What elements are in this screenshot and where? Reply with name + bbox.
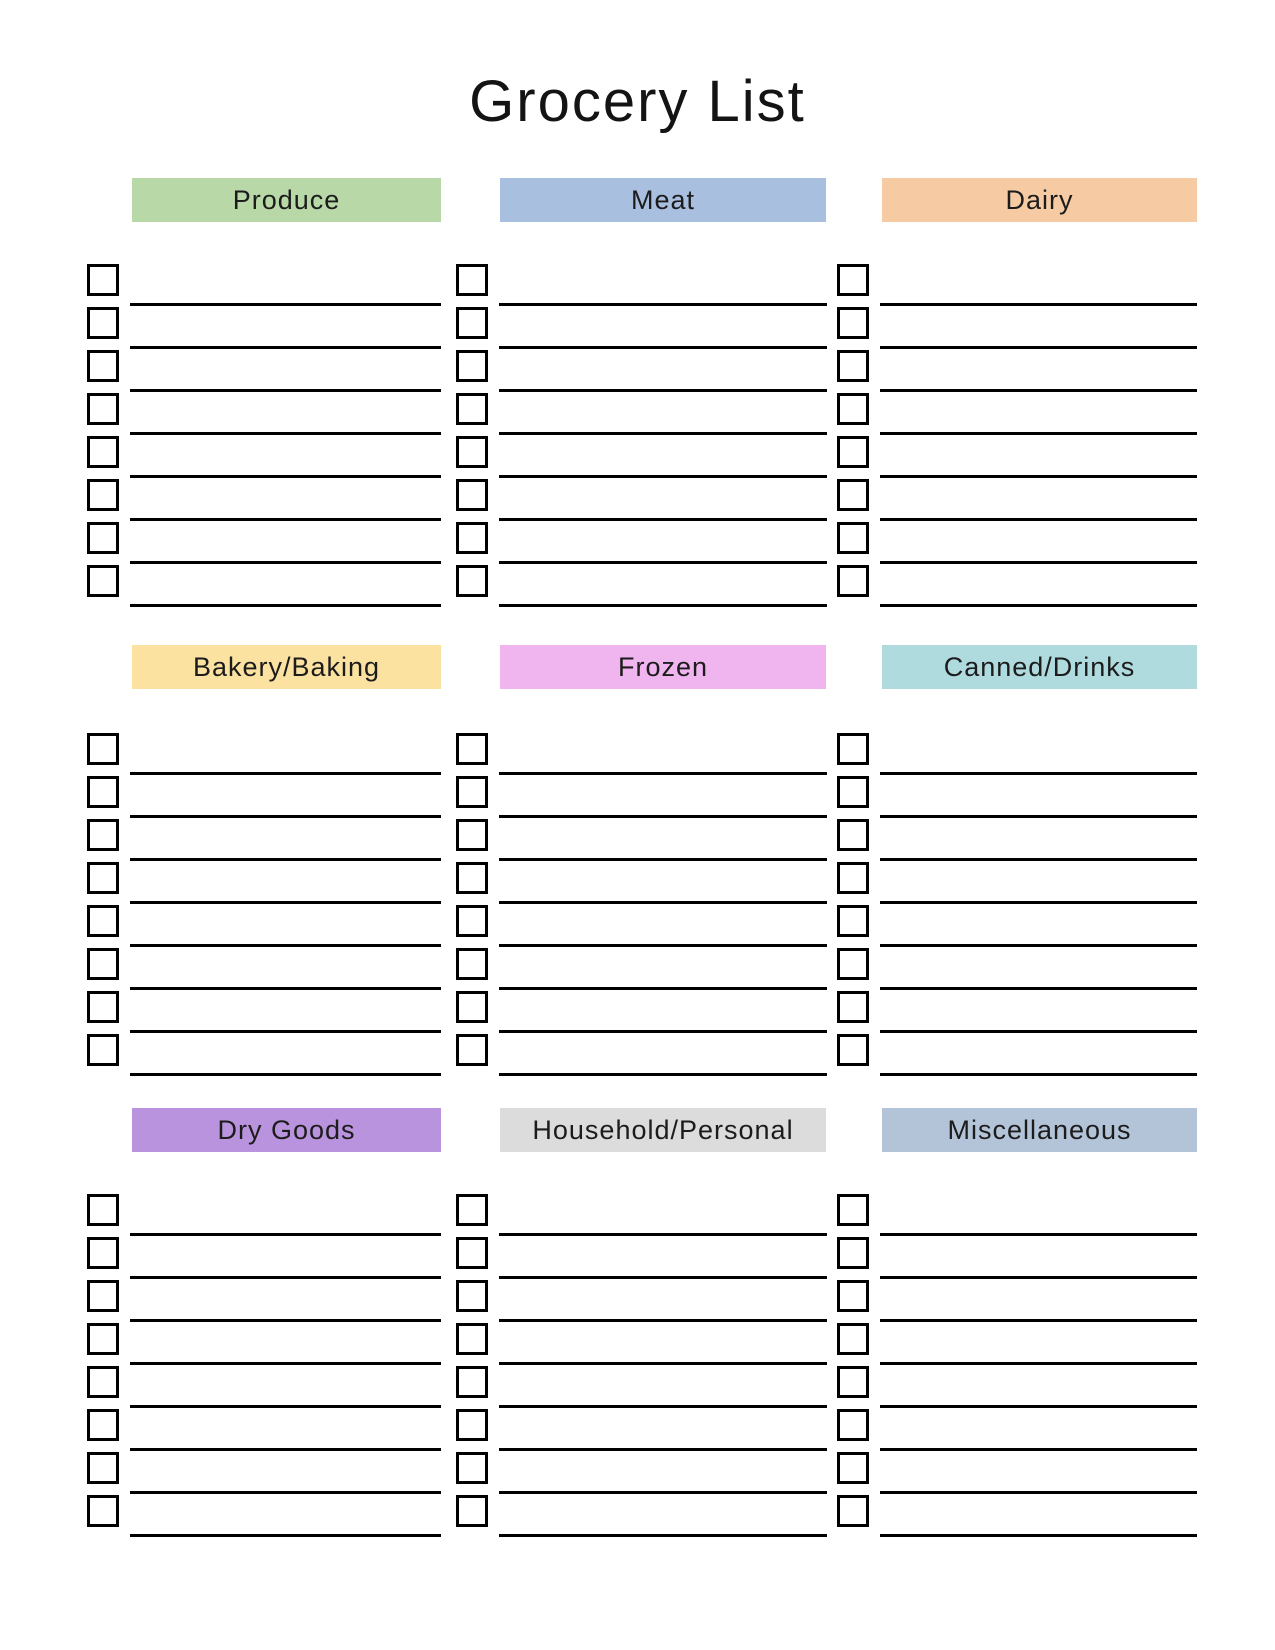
item-write-line[interactable] <box>880 815 1197 818</box>
item-write-line[interactable] <box>880 1319 1197 1322</box>
grocery-item-row <box>456 991 827 1034</box>
grocery-item-row <box>87 1237 441 1280</box>
grocery-item-row <box>837 393 1197 436</box>
grocery-item-row <box>837 479 1197 522</box>
dry-goods-items-column <box>87 1194 441 1538</box>
item-write-line[interactable] <box>499 389 827 392</box>
grocery-item-row <box>87 948 441 991</box>
item-write-line[interactable] <box>880 901 1197 904</box>
grocery-item-row <box>837 905 1197 948</box>
grocery-item-row <box>87 862 441 905</box>
grocery-item-row <box>456 479 827 522</box>
item-checkbox[interactable] <box>87 1495 119 1527</box>
item-checkbox[interactable] <box>456 862 488 894</box>
item-write-line[interactable] <box>880 518 1197 521</box>
grocery-item-row <box>87 905 441 948</box>
grocery-item-row <box>456 350 827 393</box>
item-write-line[interactable] <box>880 1534 1197 1537</box>
item-checkbox[interactable] <box>837 1280 869 1312</box>
item-checkbox[interactable] <box>87 436 119 468</box>
item-checkbox[interactable] <box>837 776 869 808</box>
grocery-item-row <box>87 479 441 522</box>
item-checkbox[interactable] <box>837 819 869 851</box>
miscellaneous-items-column <box>837 1194 1197 1538</box>
item-write-line[interactable] <box>130 901 441 904</box>
grocery-item-row <box>456 1194 827 1237</box>
item-write-line[interactable] <box>499 944 827 947</box>
grocery-item-row <box>87 1409 441 1452</box>
item-checkbox[interactable] <box>87 1323 119 1355</box>
item-checkbox[interactable] <box>456 905 488 937</box>
item-checkbox[interactable] <box>837 264 869 296</box>
item-write-line[interactable] <box>130 1073 441 1076</box>
item-write-line[interactable] <box>499 475 827 478</box>
category-header-canned-drinks: Canned/Drinks <box>882 645 1197 689</box>
item-checkbox[interactable] <box>87 1237 119 1269</box>
item-checkbox[interactable] <box>87 264 119 296</box>
item-checkbox[interactable] <box>456 991 488 1023</box>
item-checkbox[interactable] <box>456 1452 488 1484</box>
grocery-item-row <box>456 1495 827 1538</box>
item-checkbox[interactable] <box>456 307 488 339</box>
item-write-line[interactable] <box>499 1362 827 1365</box>
bakery-baking-items-column <box>87 733 441 1077</box>
item-write-line[interactable] <box>130 944 441 947</box>
item-checkbox[interactable] <box>456 1366 488 1398</box>
meat-items-column <box>456 264 827 608</box>
item-write-line[interactable] <box>499 1534 827 1537</box>
item-checkbox[interactable] <box>837 436 869 468</box>
grocery-item-row <box>456 776 827 819</box>
category-header-produce: Produce <box>132 178 441 222</box>
grocery-item-row <box>837 1409 1197 1452</box>
item-checkbox[interactable] <box>456 1280 488 1312</box>
item-checkbox[interactable] <box>837 565 869 597</box>
grocery-item-row <box>87 350 441 393</box>
grocery-item-row <box>456 1323 827 1366</box>
grocery-item-row <box>456 1237 827 1280</box>
item-write-line[interactable] <box>880 303 1197 306</box>
grocery-item-row <box>837 1034 1197 1077</box>
grocery-item-row <box>456 1034 827 1077</box>
grocery-item-row <box>837 948 1197 991</box>
item-write-line[interactable] <box>130 346 441 349</box>
page-title: Grocery List <box>469 69 806 134</box>
item-checkbox[interactable] <box>456 776 488 808</box>
item-checkbox[interactable] <box>456 1237 488 1269</box>
grocery-item-row <box>456 307 827 350</box>
item-checkbox[interactable] <box>456 264 488 296</box>
category-header-frozen: Frozen <box>500 645 826 689</box>
item-write-line[interactable] <box>499 1405 827 1408</box>
grocery-item-row <box>837 776 1197 819</box>
item-write-line[interactable] <box>130 1448 441 1451</box>
grocery-item-row <box>456 436 827 479</box>
grocery-item-row <box>87 819 441 862</box>
grocery-item-row <box>837 350 1197 393</box>
grocery-item-row <box>837 1452 1197 1495</box>
item-write-line[interactable] <box>880 389 1197 392</box>
item-write-line[interactable] <box>130 987 441 990</box>
grocery-item-row <box>837 1323 1197 1366</box>
item-write-line[interactable] <box>499 1233 827 1236</box>
grocery-item-row <box>456 862 827 905</box>
item-checkbox[interactable] <box>837 1237 869 1269</box>
item-write-line[interactable] <box>130 1362 441 1365</box>
item-checkbox[interactable] <box>87 862 119 894</box>
item-checkbox[interactable] <box>87 1280 119 1312</box>
item-checkbox[interactable] <box>837 862 869 894</box>
grocery-item-row <box>837 1194 1197 1237</box>
grocery-item-row <box>87 307 441 350</box>
item-write-line[interactable] <box>499 1276 827 1279</box>
item-write-line[interactable] <box>130 432 441 435</box>
item-write-line[interactable] <box>499 858 827 861</box>
item-checkbox[interactable] <box>837 1452 869 1484</box>
item-checkbox[interactable] <box>456 350 488 382</box>
item-checkbox[interactable] <box>837 1034 869 1066</box>
item-write-line[interactable] <box>499 518 827 521</box>
item-write-line[interactable] <box>880 772 1197 775</box>
grocery-item-row <box>456 733 827 776</box>
item-checkbox[interactable] <box>837 991 869 1023</box>
grocery-item-row <box>87 1452 441 1495</box>
canned-drinks-items-column <box>837 733 1197 1077</box>
grocery-item-row <box>87 776 441 819</box>
item-write-line[interactable] <box>880 1276 1197 1279</box>
item-checkbox[interactable] <box>837 733 869 765</box>
item-write-line[interactable] <box>880 561 1197 564</box>
category-header-miscellaneous: Miscellaneous <box>882 1108 1197 1152</box>
grocery-item-row <box>837 264 1197 307</box>
grocery-item-row <box>837 862 1197 905</box>
grocery-item-row <box>837 819 1197 862</box>
item-checkbox[interactable] <box>87 307 119 339</box>
grocery-item-row <box>87 991 441 1034</box>
item-write-line[interactable] <box>499 561 827 564</box>
item-write-line[interactable] <box>499 772 827 775</box>
grocery-item-row <box>837 522 1197 565</box>
item-checkbox[interactable] <box>837 905 869 937</box>
item-write-line[interactable] <box>130 1319 441 1322</box>
item-checkbox[interactable] <box>456 393 488 425</box>
item-checkbox[interactable] <box>456 1194 488 1226</box>
grocery-item-row <box>837 565 1197 608</box>
item-checkbox[interactable] <box>837 1194 869 1226</box>
grocery-item-row <box>87 522 441 565</box>
item-checkbox[interactable] <box>837 350 869 382</box>
item-checkbox[interactable] <box>87 1409 119 1441</box>
item-checkbox[interactable] <box>456 565 488 597</box>
grocery-item-row <box>837 1237 1197 1280</box>
item-checkbox[interactable] <box>456 522 488 554</box>
item-checkbox[interactable] <box>456 733 488 765</box>
item-write-line[interactable] <box>130 303 441 306</box>
item-write-line[interactable] <box>880 987 1197 990</box>
item-write-line[interactable] <box>130 1233 441 1236</box>
item-checkbox[interactable] <box>456 436 488 468</box>
item-write-line[interactable] <box>130 475 441 478</box>
item-checkbox[interactable] <box>87 1452 119 1484</box>
grocery-item-row <box>456 565 827 608</box>
item-write-line[interactable] <box>499 346 827 349</box>
item-write-line[interactable] <box>880 475 1197 478</box>
grocery-item-row <box>837 1366 1197 1409</box>
item-write-line[interactable] <box>880 1491 1197 1494</box>
grocery-item-row <box>456 948 827 991</box>
category-header-meat: Meat <box>500 178 826 222</box>
item-write-line[interactable] <box>499 604 827 607</box>
item-write-line[interactable] <box>130 1405 441 1408</box>
grocery-item-row <box>837 1495 1197 1538</box>
item-write-line[interactable] <box>499 1030 827 1033</box>
grocery-item-row <box>87 1323 441 1366</box>
item-checkbox[interactable] <box>456 479 488 511</box>
item-checkbox[interactable] <box>87 565 119 597</box>
item-write-line[interactable] <box>499 1491 827 1494</box>
item-checkbox[interactable] <box>87 393 119 425</box>
grocery-item-row <box>87 565 441 608</box>
grocery-item-row <box>456 1452 827 1495</box>
grocery-item-row <box>87 436 441 479</box>
grocery-item-row <box>837 1280 1197 1323</box>
grocery-item-row <box>837 436 1197 479</box>
grocery-item-row <box>87 393 441 436</box>
category-header-bakery-baking: Bakery/Baking <box>132 645 441 689</box>
item-write-line[interactable] <box>499 303 827 306</box>
item-checkbox[interactable] <box>87 819 119 851</box>
grocery-item-row <box>456 1366 827 1409</box>
category-header-dry-goods: Dry Goods <box>132 1108 441 1152</box>
item-write-line[interactable] <box>880 944 1197 947</box>
item-write-line[interactable] <box>130 518 441 521</box>
item-write-line[interactable] <box>499 1319 827 1322</box>
grocery-item-row <box>456 264 827 307</box>
frozen-items-column <box>456 733 827 1077</box>
grocery-item-row <box>456 522 827 565</box>
item-checkbox[interactable] <box>837 1323 869 1355</box>
item-checkbox[interactable] <box>837 1495 869 1527</box>
grocery-item-row <box>87 1034 441 1077</box>
item-checkbox[interactable] <box>87 350 119 382</box>
item-write-line[interactable] <box>880 1233 1197 1236</box>
grocery-item-row <box>837 733 1197 776</box>
item-write-line[interactable] <box>880 346 1197 349</box>
item-checkbox[interactable] <box>87 905 119 937</box>
item-write-line[interactable] <box>130 1491 441 1494</box>
grocery-item-row <box>87 264 441 307</box>
item-checkbox[interactable] <box>456 1323 488 1355</box>
item-checkbox[interactable] <box>837 948 869 980</box>
grocery-item-row <box>87 1495 441 1538</box>
grocery-item-row <box>87 1366 441 1409</box>
item-checkbox[interactable] <box>456 1495 488 1527</box>
produce-items-column <box>87 264 441 608</box>
grocery-item-row <box>837 307 1197 350</box>
item-checkbox[interactable] <box>837 1409 869 1441</box>
category-header-household-personal: Household/Personal <box>500 1108 826 1152</box>
item-write-line[interactable] <box>130 858 441 861</box>
item-checkbox[interactable] <box>456 1034 488 1066</box>
item-write-line[interactable] <box>130 1276 441 1279</box>
item-write-line[interactable] <box>130 389 441 392</box>
item-write-line[interactable] <box>499 1448 827 1451</box>
item-checkbox[interactable] <box>456 819 488 851</box>
grocery-item-row <box>456 905 827 948</box>
item-write-line[interactable] <box>130 604 441 607</box>
item-checkbox[interactable] <box>456 1409 488 1441</box>
item-checkbox[interactable] <box>87 733 119 765</box>
category-header-dairy: Dairy <box>882 178 1197 222</box>
item-checkbox[interactable] <box>837 307 869 339</box>
item-write-line[interactable] <box>880 1405 1197 1408</box>
household-personal-items-column <box>456 1194 827 1538</box>
item-checkbox[interactable] <box>87 522 119 554</box>
item-write-line[interactable] <box>499 901 827 904</box>
grocery-item-row <box>456 1409 827 1452</box>
item-checkbox[interactable] <box>87 991 119 1023</box>
item-write-line[interactable] <box>130 1030 441 1033</box>
item-write-line[interactable] <box>880 1030 1197 1033</box>
item-write-line[interactable] <box>499 1073 827 1076</box>
item-write-line[interactable] <box>130 1534 441 1537</box>
item-checkbox[interactable] <box>837 522 869 554</box>
item-checkbox[interactable] <box>87 1366 119 1398</box>
grocery-item-row <box>837 991 1197 1034</box>
item-write-line[interactable] <box>499 432 827 435</box>
item-write-line[interactable] <box>880 604 1197 607</box>
item-checkbox[interactable] <box>87 948 119 980</box>
item-write-line[interactable] <box>130 561 441 564</box>
item-checkbox[interactable] <box>837 479 869 511</box>
item-write-line[interactable] <box>880 1448 1197 1451</box>
item-checkbox[interactable] <box>87 1034 119 1066</box>
item-checkbox[interactable] <box>87 776 119 808</box>
item-write-line[interactable] <box>499 815 827 818</box>
grocery-item-row <box>456 393 827 436</box>
item-checkbox[interactable] <box>837 1366 869 1398</box>
grocery-item-row <box>87 1280 441 1323</box>
item-write-line[interactable] <box>880 1073 1197 1076</box>
item-write-line[interactable] <box>880 1362 1197 1365</box>
item-write-line[interactable] <box>880 858 1197 861</box>
item-write-line[interactable] <box>880 432 1197 435</box>
grocery-item-row <box>87 733 441 776</box>
item-checkbox[interactable] <box>87 1194 119 1226</box>
grocery-item-row <box>456 1280 827 1323</box>
item-checkbox[interactable] <box>87 479 119 511</box>
item-checkbox[interactable] <box>456 948 488 980</box>
item-write-line[interactable] <box>130 772 441 775</box>
grocery-item-row <box>456 819 827 862</box>
item-checkbox[interactable] <box>837 393 869 425</box>
dairy-items-column <box>837 264 1197 608</box>
item-write-line[interactable] <box>130 815 441 818</box>
grocery-item-row <box>87 1194 441 1237</box>
item-write-line[interactable] <box>499 987 827 990</box>
